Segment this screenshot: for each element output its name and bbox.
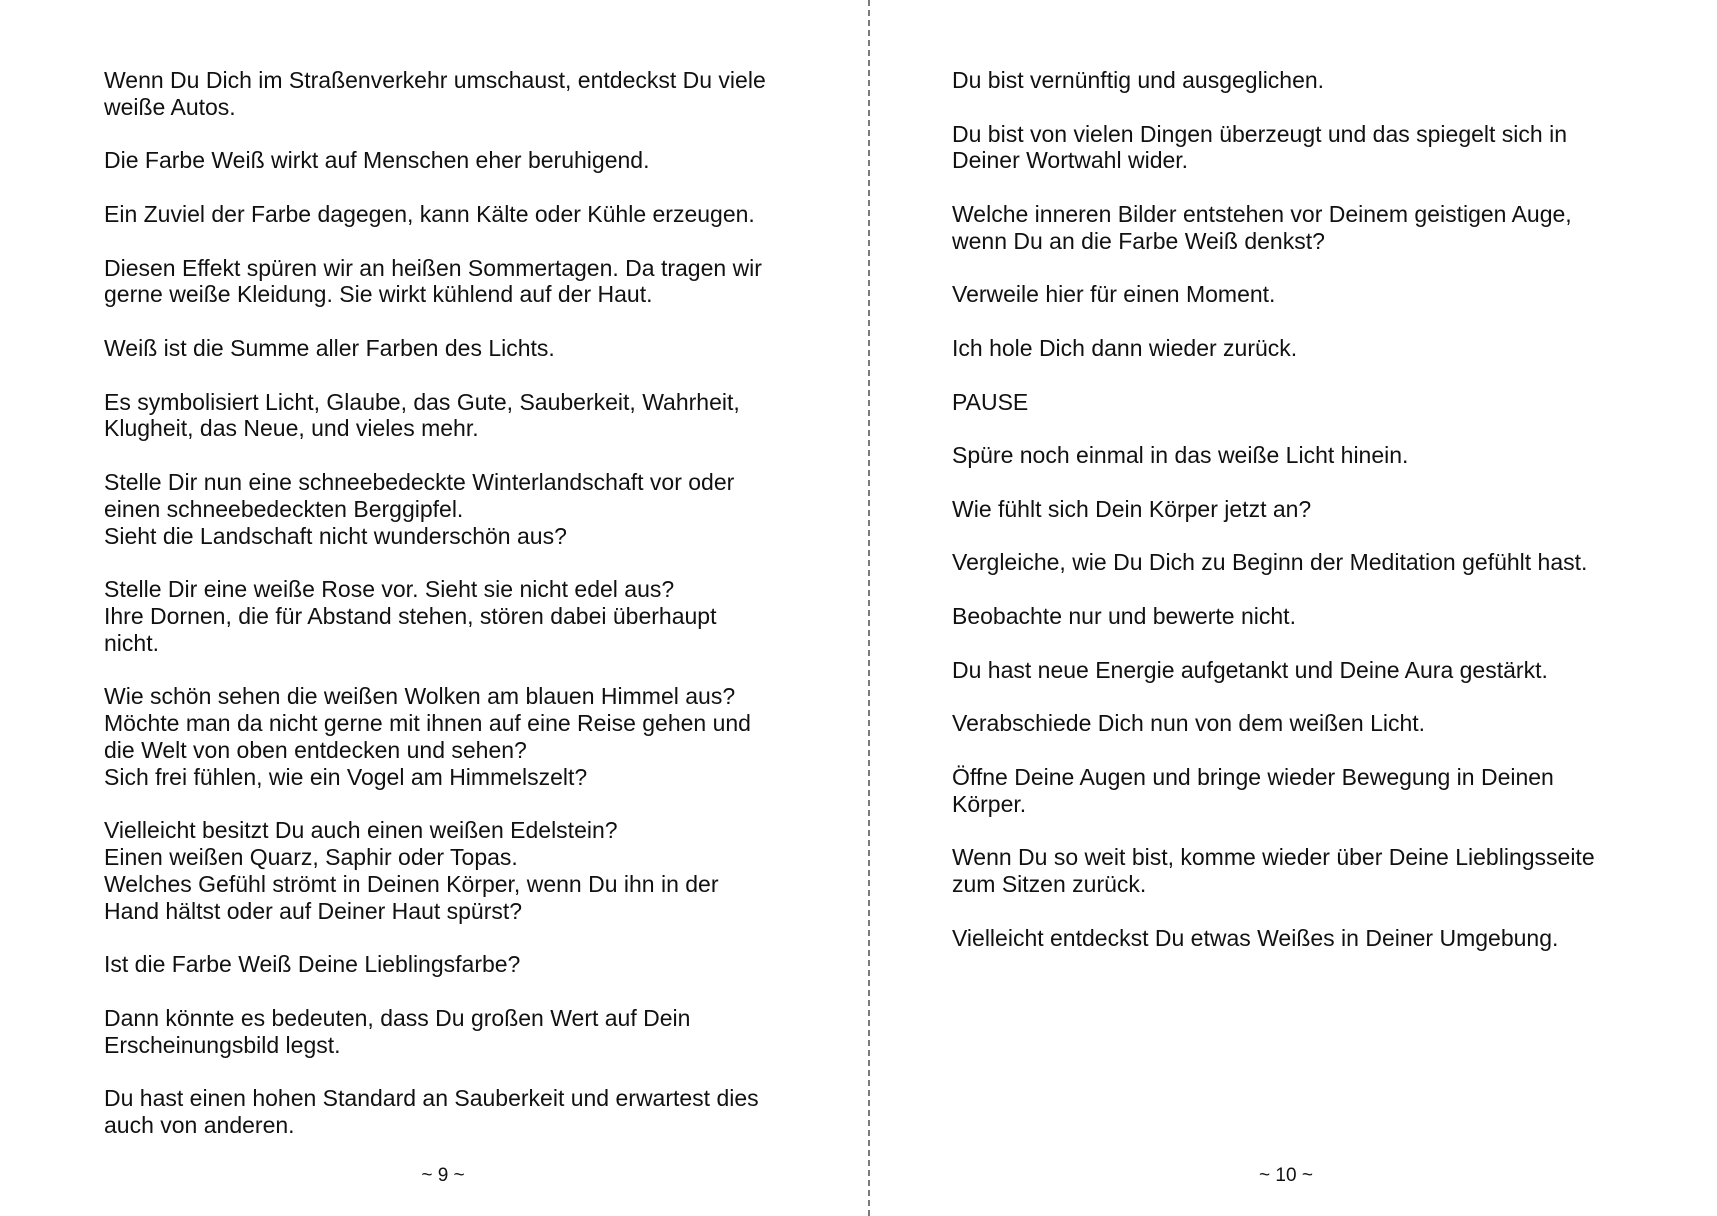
paragraph: Wenn Du so weit bist, komme wieder über Deine Lieblingsseite zum Sitzen zurück. [952, 844, 1595, 897]
paragraph: Du bist vernünftig und ausgeglichen. [952, 67, 1325, 93]
paragraph: PAUSE [952, 388, 1029, 415]
paragraph: Verweile hier für einen Moment. [952, 281, 1276, 308]
paragraph: Es symbolisiert Licht, Glaube, das Gute, Sauberkeit, Wahrheit, Klugheit, das Neue, und vieles mehr. [104, 388, 740, 442]
paragraph: Wenn Du Dich im Straßenverkehr umschaust, entdeckst Du viele weiße Autos. [104, 67, 766, 120]
page-number-left: ~ 9 ~ [421, 1165, 465, 1186]
paragraph: Verabschiede Dich nun von dem weißen Licht. [952, 710, 1426, 737]
paragraph: Vielleicht besitzt Du auch einen weißen Edelstein? Einen weißen Quarz, Saphir oder Topas. Welches Gefühl strömt in Deinen Körper, wenn Du ihn in der Hand hältst oder auf Deiner Haut spürst? [104, 817, 719, 924]
paragraph: Du hast einen hohen Standard an Sauberkeit und erwartest dies auch von anderen. [104, 1085, 759, 1139]
paragraph: Weiß ist die Summe aller Farben des Lichts. [104, 334, 555, 361]
paragraph: Stelle Dir nun eine schneebedeckte Winterlandschaft vor oder einen schneebedeckten Berggipfel. Sieht die Landschaft nicht wunderschön aus? [104, 468, 735, 549]
left-page-text [104, 67, 804, 1166]
paragraph: Öffne Deine Augen und bringe wieder Bewegung in Deinen Körper. [952, 763, 1554, 817]
paragraph: Ich hole Dich dann wieder zurück. [952, 334, 1298, 361]
paragraph: Dann könnte es bedeuten, dass Du großen Wert auf Dein Erscheinungsbild legst. [104, 1004, 691, 1058]
paragraph: Stelle Dir eine weiße Rose vor. Sieht sie nicht edel aus? Ihre Dornen, die für Abstand stehen, stören dabei überhaupt nicht. [104, 576, 717, 656]
paragraph: Beobachte nur und bewerte nicht. [952, 602, 1296, 629]
paragraph: Vergleiche, wie Du Dich zu Beginn der Meditation gefühlt hast. [952, 549, 1588, 576]
paragraph: Welche inneren Bilder entstehen vor Deinem geistigen Auge, wenn Du an die Farbe Weiß denkst? [952, 200, 1572, 254]
right-page [870, 0, 1717, 1216]
paragraph: Diesen Effekt spüren wir an heißen Sommertagen. Da tragen wir gerne weiße Kleidung. Sie wirkt kühlend auf der Haut. [104, 254, 762, 308]
paragraph: Die Farbe Weiß wirkt auf Menschen eher beruhigend. [104, 147, 650, 174]
paragraph: Du bist von vielen Dingen überzeugt und das spiegelt sich in Deiner Wortwahl wider. [952, 120, 1567, 174]
paragraph: Vielleicht entdeckst Du etwas Weißes in Deiner Umgebung. [952, 924, 1559, 951]
paragraph: Wie schön sehen die weißen Wolken am blauen Himmel aus? Möchte man da nicht gerne mit ihnen auf eine Reise gehen und die Welt von oben entdecken und sehen? Sich frei fühlen, wie ein Vogel am Himmelszelt? [104, 683, 751, 790]
paragraph: Ein Zuviel der Farbe dagegen, kann Kälte oder Kühle erzeugen. [104, 200, 755, 227]
paragraph: Du hast neue Energie aufgetankt und Deine Aura gestärkt. [952, 656, 1548, 683]
right-page-text [952, 67, 1652, 978]
paragraph: Spüre noch einmal in das weiße Licht hinein. [952, 442, 1409, 469]
paragraph: Wie fühlt sich Dein Körper jetzt an? [952, 495, 1312, 522]
paragraph: Ist die Farbe Weiß Deine Lieblingsfarbe? [104, 951, 521, 978]
page-number-right: ~ 10 ~ [1259, 1165, 1313, 1186]
